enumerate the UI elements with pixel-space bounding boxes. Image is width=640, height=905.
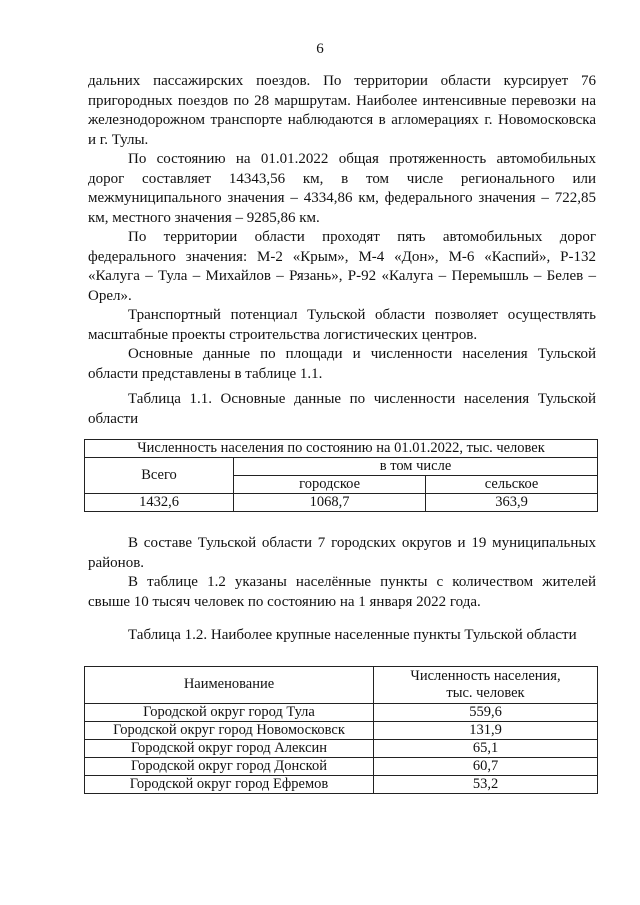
table-header: Численность населения по состоянию на 01.01.2022, тыс. человек bbox=[85, 440, 598, 458]
settlement-population: 53,2 bbox=[374, 775, 598, 793]
settlement-name: Городской округ город Новомосковск bbox=[85, 721, 374, 739]
column-header-name: Наименование bbox=[85, 666, 374, 703]
settlement-name: Городской округ город Донской bbox=[85, 757, 374, 775]
paragraph: В таблице 1.2 указаны населённые пункты с количеством жителей свыше 10 тысяч человек по состоянию на 1 января 2022 года. bbox=[88, 574, 596, 610]
table-cell-rural: 363,9 bbox=[426, 494, 598, 512]
settlement-name: Городской округ город Алексин bbox=[85, 739, 374, 757]
settlements-table bbox=[84, 666, 598, 794]
table-row bbox=[85, 757, 598, 775]
paragraph: дальних пассажирских поездов. По территории области курсирует 76 пригородных поездов по 28 маршрутам. Наиболее интенсивные перевозки на железнодорожном транспорте наблюдаются в агломерациях г. Новомосковска и г. Тулы. bbox=[88, 73, 596, 148]
column-header-including: в том числе bbox=[234, 458, 598, 476]
settlement-population: 559,6 bbox=[374, 703, 598, 721]
settlement-population: 131,9 bbox=[374, 721, 598, 739]
column-header-population-line1: Численность населения, bbox=[410, 667, 561, 684]
settlement-population: 65,1 bbox=[374, 739, 598, 757]
table-row bbox=[85, 703, 598, 721]
document-body bbox=[88, 72, 596, 794]
paragraph: Основные данные по площади и численности населения Тульской области представлены в таблице 1.1. bbox=[88, 346, 596, 382]
column-header-total: Всего bbox=[85, 458, 234, 494]
column-header-urban: городское bbox=[234, 476, 426, 494]
column-header-population bbox=[374, 666, 598, 703]
table-row bbox=[85, 775, 598, 793]
table-row bbox=[85, 739, 598, 757]
paragraph: По состоянию на 01.01.2022 общая протяженность автомобильных дорог составляет 14343,56 км, в том числе регионального или межмуниципального значения – 4334,86 км, федерального значения – 722,85 км, местного значения – 9285,86 км. bbox=[88, 151, 596, 226]
page-number: 6 bbox=[316, 41, 324, 57]
table-cell-total: 1432,6 bbox=[85, 494, 234, 512]
settlement-name: Городской округ город Тула bbox=[85, 703, 374, 721]
paragraph: По территории области проходят пять автомобильных дорог федерального значения: М-2 «Крым», М-4 «Дон», М-6 «Каспий», Р-132 «Калуга – Тула – Михайлов – Рязань», Р-92 «Калуга – Перемышль – Белев – Орел». bbox=[88, 229, 596, 304]
paragraph: Транспортный потенциал Тульской области позволяет осуществлять масштабные проекты строительства логистических центров. bbox=[88, 307, 596, 343]
settlement-name: Городской округ город Ефремов bbox=[85, 775, 374, 793]
column-header-rural: сельское bbox=[426, 476, 598, 494]
population-table bbox=[84, 439, 598, 512]
table-1-caption: Таблица 1.1. Основные данные по численности населения Тульской области bbox=[88, 391, 596, 427]
paragraph: В составе Тульской области 7 городских округов и 19 муниципальных районов. bbox=[88, 535, 596, 571]
column-header-population-line2: тыс. человек bbox=[446, 684, 525, 701]
table-2-caption: Таблица 1.2. Наиболее крупные населенные пункты Тульской области bbox=[128, 627, 577, 643]
settlement-population: 60,7 bbox=[374, 757, 598, 775]
table-row bbox=[85, 721, 598, 739]
table-cell-urban: 1068,7 bbox=[234, 494, 426, 512]
